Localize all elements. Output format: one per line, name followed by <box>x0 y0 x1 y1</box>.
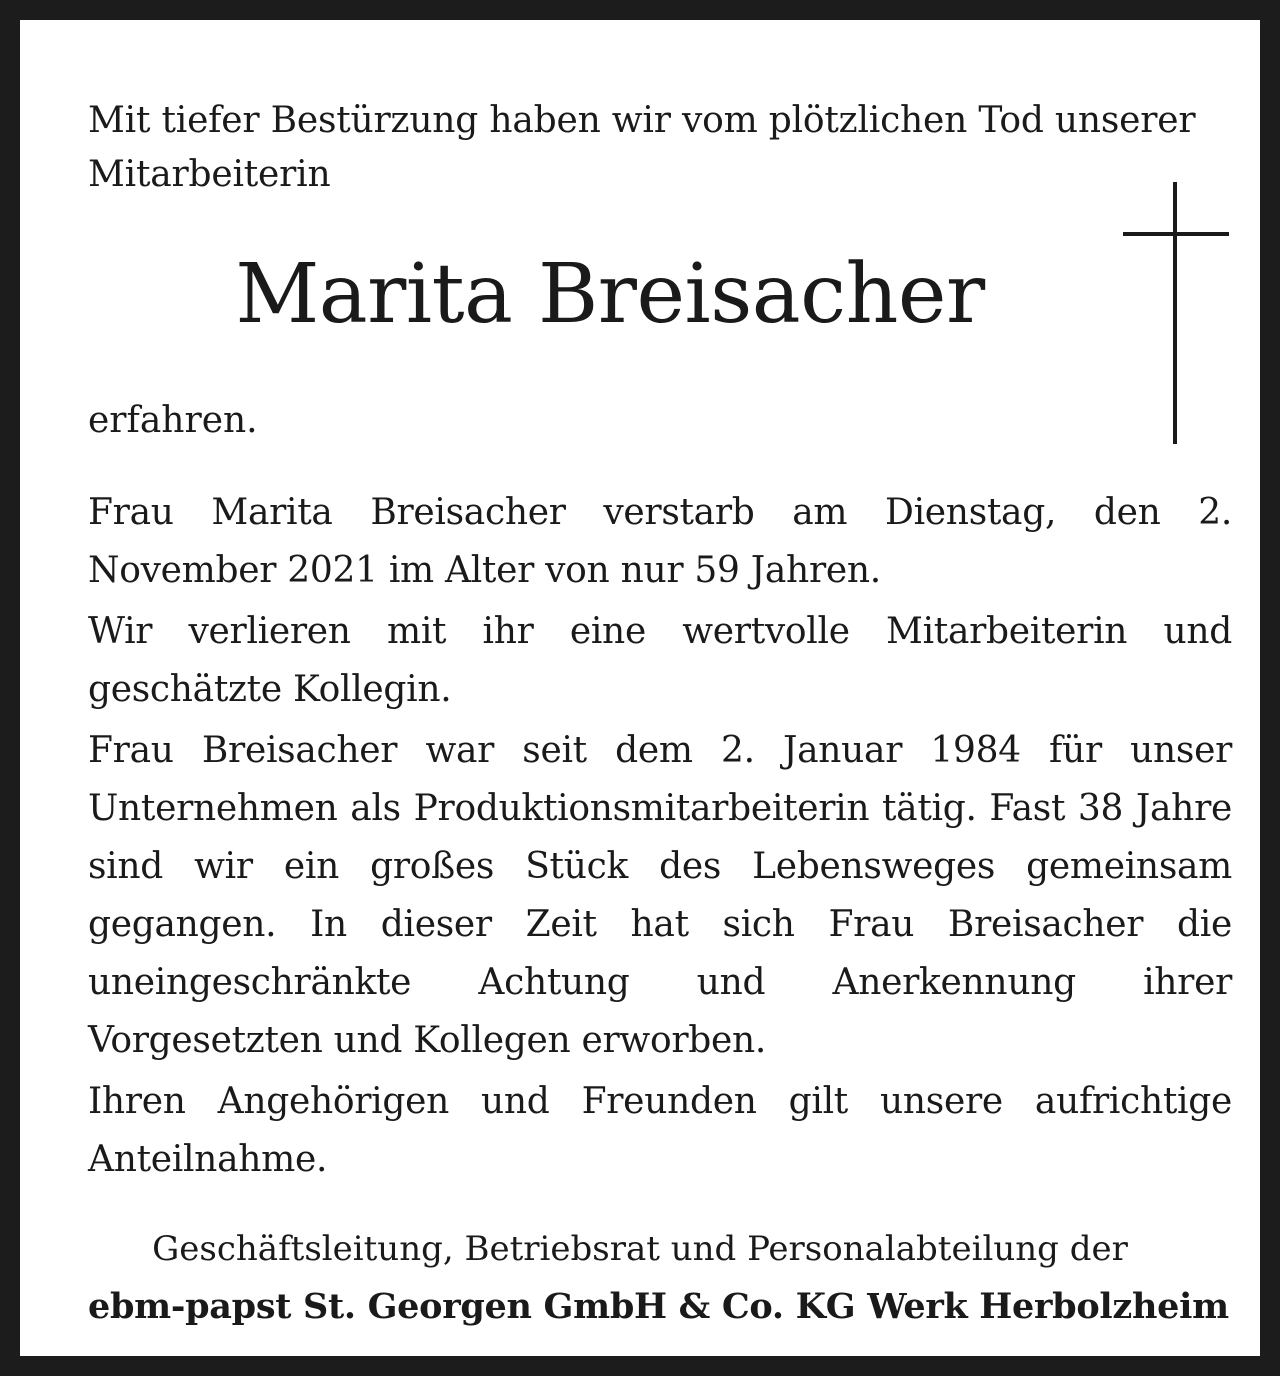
signature-departments: Geschäftsleitung, Betriebsrat und Personalabteilung der <box>152 1229 1128 1269</box>
paragraph-condolences: Ihren Angehörigen und Freunden gilt unsere aufrichtige Anteilnahme. <box>88 1081 1232 1180</box>
deceased-name: Marita Breisacher <box>235 247 985 342</box>
paragraph-career: Frau Breisacher war seit dem 2. Januar 1984 für unser Unternehmen als Produktionsmitarbeiterin tätig. Fast 38 Jahre sind wir ein großes Stück des Lebensweges gemeinsam gegangen. In dieser Zeit hat sich Frau Breisacher die uneingeschränkte Achtung und Anerkennung ihrer Vorgesetzten und Kollegen erworben. <box>88 730 1232 1061</box>
signature-block <box>88 1220 1232 1336</box>
intro-closing-word: erfahren. <box>88 400 258 441</box>
paragraph-loss: Wir verlieren mit ihr eine wertvolle Mitarbeiterin und geschätzte Kollegin. <box>88 611 1232 710</box>
paragraph-death-date: Frau Marita Breisacher verstarb am Dienstag, den 2. November 2021 im Alter von nur 59 Jahren. <box>88 492 1232 591</box>
notice-body <box>88 484 1232 1192</box>
signature-company: ebm-papst St. Georgen GmbH & Co. KG Werk Herbolzheim <box>88 1286 1229 1327</box>
intro-text: Mit tiefer Bestürzung haben wir vom plötzlichen Tod unserer Mitarbeiterin <box>88 100 1196 195</box>
